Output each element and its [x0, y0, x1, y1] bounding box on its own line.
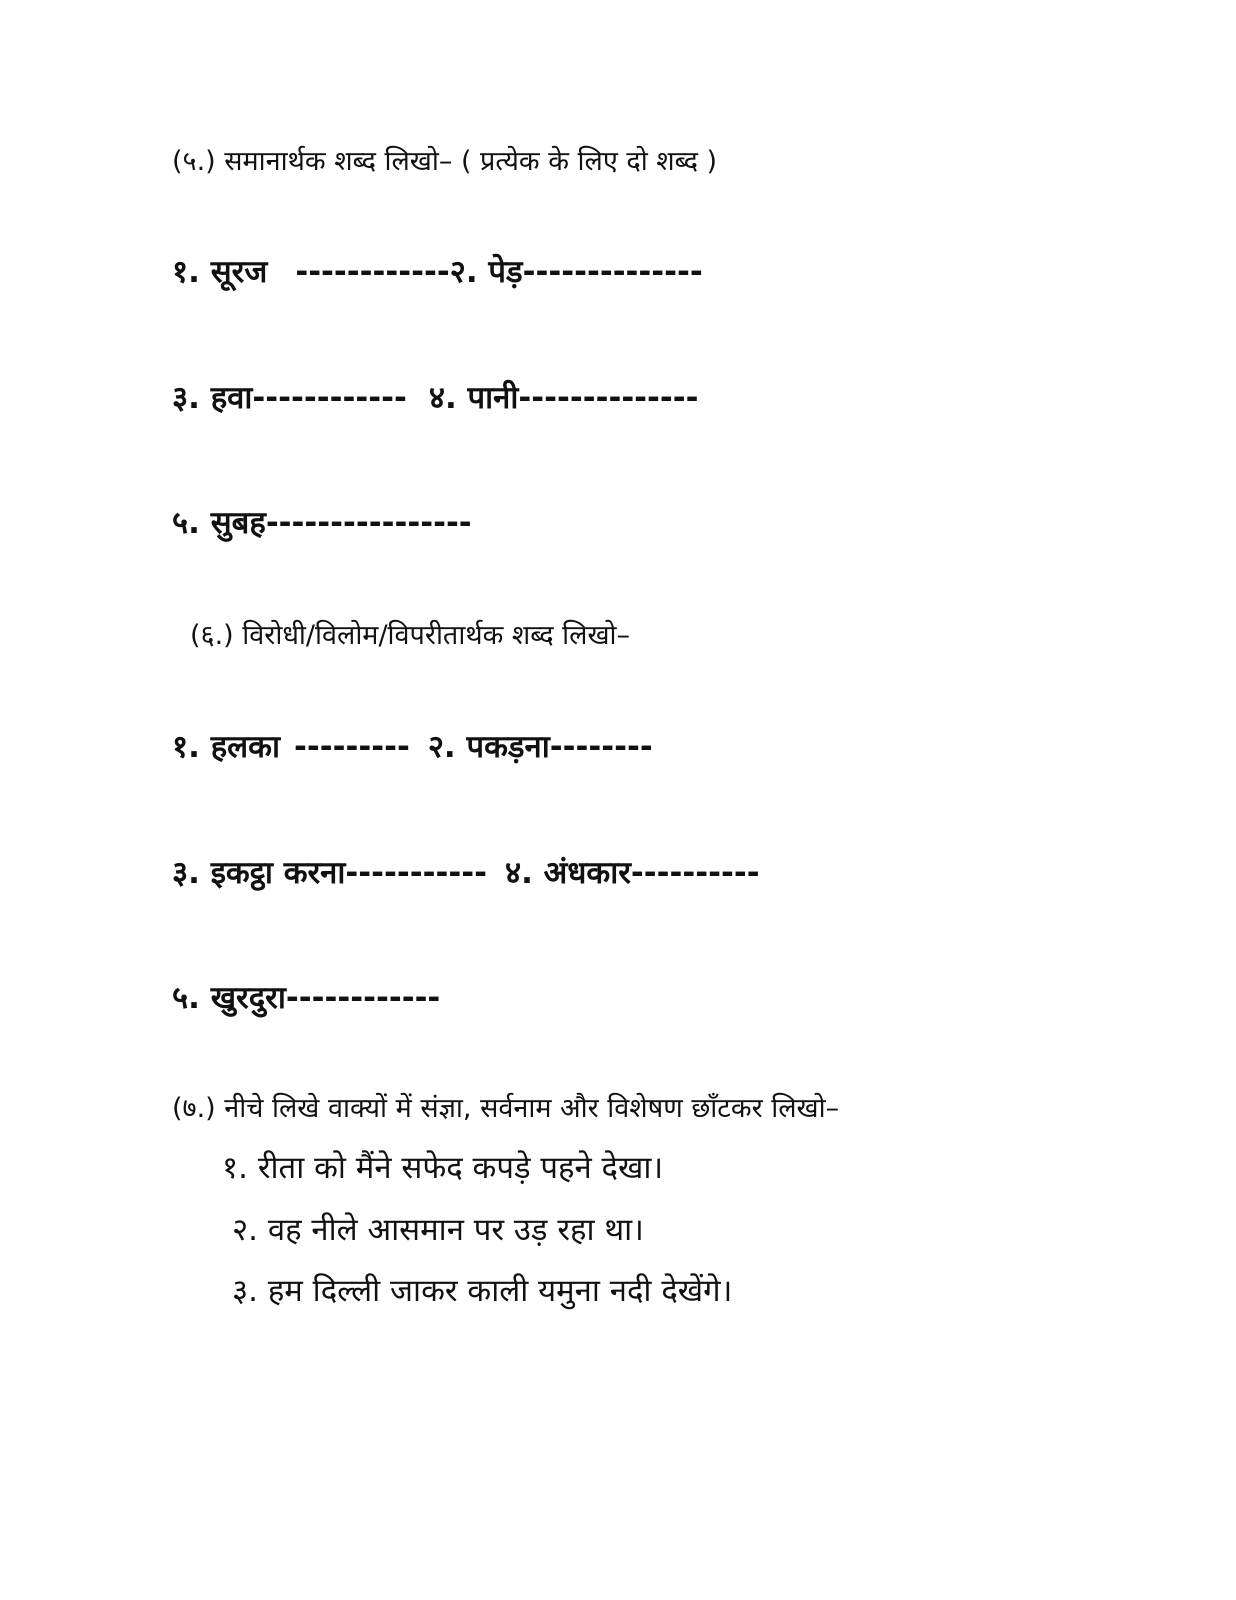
section6-row2 — [172, 855, 760, 892]
sentence-2: २. वह नीले आसमान पर उड़ रहा था। — [232, 1212, 644, 1248]
answer-blank[interactable]: ---------------- — [265, 505, 472, 541]
answer-blank[interactable]: --------- — [294, 729, 410, 765]
antonym-item-3: ३. इकट्ठा करना — [172, 855, 346, 891]
section6-row3 — [172, 980, 440, 1017]
antonym-item-1: १. हलका — [172, 729, 281, 765]
synonym-item-2: २. पेड़ — [449, 254, 523, 290]
sentence-3: ३. हम दिल्ली जाकर काली यमुना नदी देखेंगे। — [232, 1273, 733, 1309]
answer-blank[interactable]: -------------- — [518, 380, 699, 416]
sentence-1: १. रीता को मैंने सफेद कपड़े पहने देखा। — [222, 1150, 664, 1186]
synonym-item-4: ४. पानी — [428, 380, 519, 416]
section7-heading: (७.) नीचे लिखे वाक्यों में संज्ञा, सर्वनाम और विशेषण छाँटकर लिखो– — [172, 1093, 840, 1124]
section5-heading: (५.) समानार्थक शब्द लिखो– ( प्रत्येक के लिए दो शब्द ) — [172, 146, 718, 177]
synonym-item-1: १. सूरज — [172, 254, 268, 290]
section6-row1 — [172, 729, 653, 766]
antonym-item-2: २. पकड़ना — [427, 729, 550, 765]
answer-blank[interactable]: -------- — [549, 729, 653, 765]
section5-row3 — [172, 505, 472, 542]
synonym-item-5: ५. सुबह — [172, 505, 266, 541]
antonym-item-4: ४. अंधकार — [504, 855, 631, 891]
answer-blank[interactable]: ------------ — [295, 254, 450, 290]
antonym-item-5: ५. खुरदुरा — [172, 980, 286, 1016]
answer-blank[interactable]: -------------- — [522, 254, 703, 290]
answer-blank[interactable]: ------------ — [285, 980, 441, 1016]
section5-row2 — [172, 380, 699, 417]
section5-row1 — [172, 254, 703, 291]
section6-heading: (६.) विरोधी/विलोम/विपरीतार्थक शब्द लिखो– — [190, 620, 631, 651]
answer-blank[interactable]: ---------- — [630, 855, 760, 891]
answer-blank[interactable]: ------------ — [252, 380, 407, 416]
synonym-item-3: ३. हवा — [172, 380, 253, 416]
answer-blank[interactable]: ----------- — [345, 855, 487, 891]
